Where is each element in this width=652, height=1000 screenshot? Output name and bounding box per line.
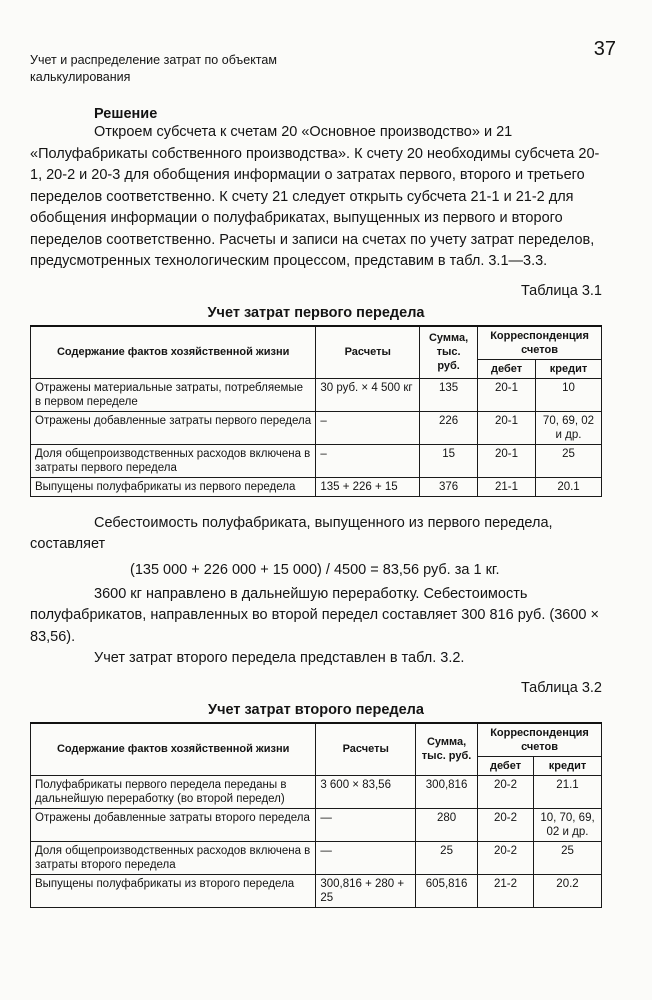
cell-calc: 30 руб. × 4 500 кг xyxy=(316,378,420,411)
cell-credit: 25 xyxy=(536,444,602,477)
table2-header-sum: Сумма, тыс. руб. xyxy=(416,723,478,776)
cell-credit: 20.1 xyxy=(536,477,602,496)
table2-header-calc: Расчеты xyxy=(316,723,416,776)
cell-content: Отражены добавленные затраты второго передела xyxy=(31,808,316,841)
cell-debit: 20-1 xyxy=(478,411,536,444)
cell-content: Отражены материальные затраты, потребляемые в первом переделе xyxy=(31,378,316,411)
cell-debit: 20-2 xyxy=(478,775,534,808)
table2-title: Учет затрат второго передела xyxy=(208,701,424,718)
table1-header-sum: Сумма, тыс. руб. xyxy=(420,326,478,379)
table1-header-calc: Расчеты xyxy=(316,326,420,379)
cell-content: Доля общепроизводственных расходов включена в затраты первого передела xyxy=(31,444,316,477)
solution-title: Решение xyxy=(94,106,158,122)
cell-calc: – xyxy=(316,444,420,477)
cell-calc: 135 + 226 + 15 xyxy=(316,477,420,496)
table-row xyxy=(31,444,602,477)
table1-header-credit: кредит xyxy=(536,359,602,378)
cell-calc: — xyxy=(316,841,416,874)
cell-sum: 280 xyxy=(416,808,478,841)
cell-credit: 25 xyxy=(534,841,602,874)
cell-debit: 21-1 xyxy=(478,477,536,496)
table1-title: Учет затрат первого передела xyxy=(207,304,425,321)
table-row xyxy=(31,775,602,808)
table1 xyxy=(30,325,602,497)
cell-sum: 300,816 xyxy=(416,775,478,808)
cell-sum: 605,816 xyxy=(416,874,478,907)
cell-debit: 20-2 xyxy=(478,841,534,874)
reference-paragraph: Учет затрат второго передела представлен в табл. 3.2. xyxy=(94,650,465,666)
cell-calc: 300,816 + 280 + 25 xyxy=(316,874,416,907)
cell-credit: 10, 70, 69, 02 и др. xyxy=(534,808,602,841)
cell-debit: 20-2 xyxy=(478,808,534,841)
table-row xyxy=(31,477,602,496)
table1-header-content: Содержание фактов хозяйственной жизни xyxy=(31,326,316,379)
cell-debit: 20-1 xyxy=(478,378,536,411)
cell-credit: 20.2 xyxy=(534,874,602,907)
transfer-paragraph: 3600 кг направлено в дальнейшую переработку. Себестоимость полуфабрикатов, направленных во второй передел составляет 300 816 руб. (3600 × 83,56). xyxy=(30,585,599,645)
cell-sum: 376 xyxy=(420,477,478,496)
table2-header-corr: Корреспонденция счетов xyxy=(478,723,602,757)
cell-calc: — xyxy=(316,808,416,841)
table-row xyxy=(31,411,602,444)
running-head: Учет и распределение затрат по объектам калькулирования xyxy=(30,53,277,84)
cell-credit: 10 xyxy=(536,378,602,411)
table-row xyxy=(31,378,602,411)
table2-label: Таблица 3.2 xyxy=(520,679,602,696)
table2-header-debit: дебет xyxy=(478,756,534,775)
cost-paragraph: Себестоимость полуфабриката, выпущенного из первого передела, составляет xyxy=(30,514,553,552)
cell-content: Отражены добавленные затраты первого передела xyxy=(31,411,316,444)
cell-debit: 21-2 xyxy=(478,874,534,907)
cell-sum: 15 xyxy=(420,444,478,477)
cell-sum: 135 xyxy=(420,378,478,411)
cell-sum: 25 xyxy=(416,841,478,874)
table2 xyxy=(30,722,602,908)
cell-calc: 3 600 × 83,56 xyxy=(316,775,416,808)
cell-credit: 70, 69, 02 и др. xyxy=(536,411,602,444)
cell-content: Выпущены полуфабрикаты из первого передела xyxy=(31,477,316,496)
cell-sum: 226 xyxy=(420,411,478,444)
cell-content: Полуфабрикаты первого передела переданы в дальнейшую переработку (во второй передел) xyxy=(31,775,316,808)
cell-calc: – xyxy=(316,411,420,444)
table1-label: Таблица 3.1 xyxy=(520,282,602,299)
cell-content: Доля общепроизводственных расходов включена в затраты второго передела xyxy=(31,841,316,874)
table1-header-debit: дебет xyxy=(478,359,536,378)
table-row xyxy=(31,808,602,841)
cell-credit: 21.1 xyxy=(534,775,602,808)
table-row xyxy=(31,841,602,874)
table2-header-credit: кредит xyxy=(534,756,602,775)
cost-formula: (135 000 + 226 000 + 15 000) / 4500 = 83,56 руб. за 1 кг. xyxy=(130,561,500,578)
table1-header-corr: Корреспонденция счетов xyxy=(478,326,602,360)
page-content xyxy=(30,106,602,908)
page-number: 37 xyxy=(593,38,616,60)
cell-debit: 20-1 xyxy=(478,444,536,477)
cell-content: Выпущены полуфабрикаты из второго передела xyxy=(31,874,316,907)
solution-paragraph: Откроем субсчета к счетам 20 «Основное производство» и 21 «Полуфабрикаты собственного производства». К счету 20 необходимы субсчета 20-1, 20-2 и 20-3 для обобщения информации о затратах первого, второго и третьего переделов соответственно. К счету 21 следует открыть субсчета 21-1 и 21-2 для обобщения информации о полуфабрикатах, выпущенных из первого и второго переделов соответственно. Расчеты и записи на счетах по учету затрат переделов, предусмотренных технологическим процессом, представим в табл. 3.1—3.3. xyxy=(30,124,600,269)
table-row xyxy=(31,874,602,907)
table2-header-content: Содержание фактов хозяйственной жизни xyxy=(31,723,316,776)
